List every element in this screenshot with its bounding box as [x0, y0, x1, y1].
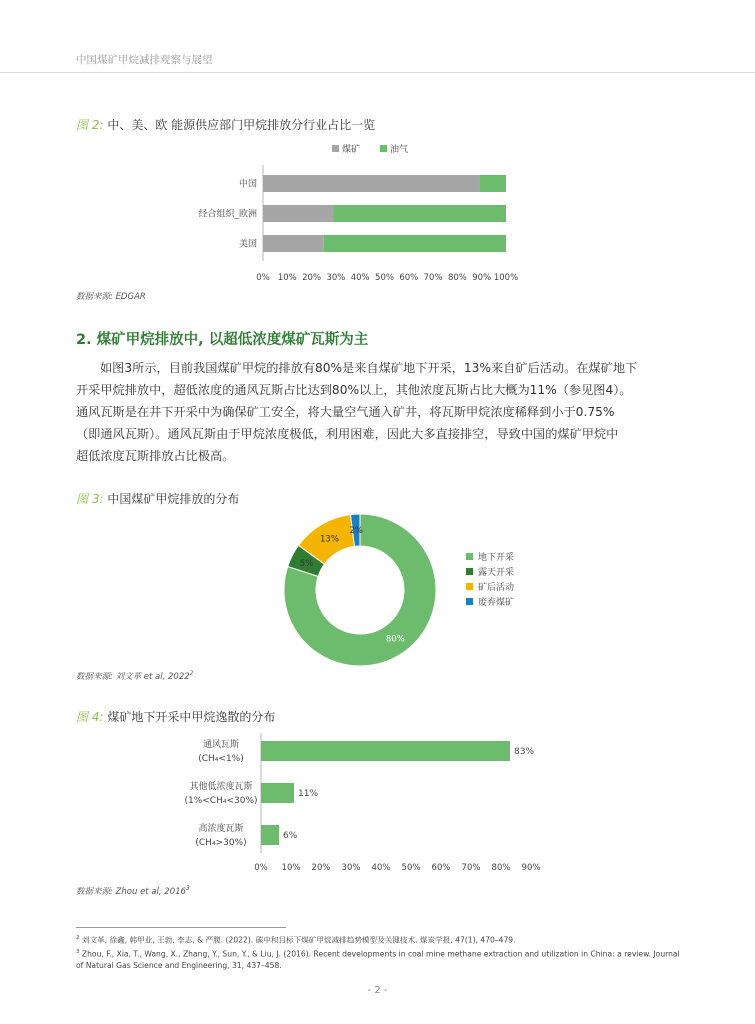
category-label: 高浓度瓦斯	[198, 824, 244, 834]
footnote-2	[76, 933, 686, 946]
category-sublabel: (CH₄<1%)	[198, 754, 244, 764]
bar-segment-coal	[263, 235, 324, 252]
category-sublabel: (CH₄>30%)	[195, 838, 247, 848]
footnote-sup: 3	[76, 949, 80, 955]
bar-segment-oil-gas	[479, 175, 506, 192]
bar-data-label: 83%	[514, 747, 535, 757]
x-tick-label: 40%	[371, 863, 391, 873]
x-tick-label: 60%	[399, 273, 419, 283]
footnote-divider	[76, 927, 286, 928]
x-tick-label: 40%	[350, 273, 370, 283]
figure3-chart	[270, 505, 540, 675]
category-label: 中国	[238, 179, 257, 190]
paragraph-line: （即通风瓦斯）。通风瓦斯由于甲烷浓度极低，利用困难，因此大多直接排空，导致中国的煤矿甲烷中	[76, 427, 619, 441]
x-tick-label: 50%	[375, 273, 394, 283]
figure2-label: 图 2:	[76, 118, 104, 132]
x-tick-label: 90%	[472, 273, 492, 283]
x-tick-label: 70%	[423, 273, 443, 283]
section-title: 2. 煤矿甲烷排放中, 以超低浓度煤矿瓦斯为主	[76, 332, 369, 348]
footnote-sup: 2	[76, 935, 80, 941]
legend-label: 地下开采	[478, 553, 515, 563]
x-tick-label: 100%	[493, 273, 519, 283]
figure4-source-sup: 3	[185, 885, 190, 893]
category-label: 经合组织_欧洲	[198, 209, 257, 220]
bar-segment-coal	[263, 205, 333, 222]
figure3-caption	[76, 490, 239, 507]
figure3-source	[76, 670, 193, 682]
legend-label: 矿后活动	[478, 583, 515, 593]
x-tick-label: 30%	[326, 273, 346, 283]
figure2-title: 中、美、欧 能源供应部门甲烷排放分行业占比一览	[107, 118, 376, 132]
legend-swatch	[466, 553, 473, 560]
bar-data-label: 6%	[283, 831, 298, 841]
legend-label: 煤矿	[342, 145, 361, 155]
x-tick-label: 20%	[311, 863, 331, 873]
legend-swatch	[466, 583, 473, 590]
x-tick-label: 50%	[401, 863, 421, 873]
bar-data-label: 11%	[298, 789, 319, 799]
bar	[261, 783, 294, 803]
paragraph-line: 开采甲烷排放中，超低浓度的通风瓦斯占比达到80%以上，其他浓度瓦斯占比大概为11%（参见图4）。	[76, 383, 632, 397]
x-tick-label: 10%	[281, 863, 301, 873]
x-tick-label: 0%	[254, 863, 268, 873]
category-sublabel: (1%<CH₄<30%)	[184, 796, 258, 806]
donut-data-label: 2%	[349, 526, 363, 537]
figure2-caption	[76, 116, 375, 133]
legend-label: 油气	[390, 145, 409, 155]
bar-segment-oil-gas	[324, 235, 506, 252]
bar-segment-coal	[263, 175, 479, 192]
figure4-title: 煤矿地下开采中甲烷逸散的分布	[107, 710, 276, 724]
x-tick-label: 30%	[341, 863, 361, 873]
category-label: 通风瓦斯	[202, 740, 240, 750]
x-tick-label: 20%	[302, 273, 322, 283]
donut-data-label: 13%	[320, 534, 339, 545]
bar	[261, 825, 279, 845]
legend-swatch	[466, 568, 473, 575]
figure3-source-sup: 2	[189, 670, 194, 678]
figure4-source-text: 数据来源: Zhou et al, 2016	[76, 887, 186, 897]
legend-swatch-coal	[332, 145, 339, 152]
x-tick-label: 10%	[277, 273, 297, 283]
x-tick-label: 0%	[256, 273, 270, 283]
figure3-label: 图 3:	[76, 492, 104, 506]
x-tick-label: 60%	[431, 863, 451, 873]
paragraph-line: 通风瓦斯是在井下开采中为确保矿工安全，将大量空气通入矿井，将瓦斯甲烷浓度稀释到小于0.75%	[76, 405, 615, 419]
page-number: - 2 -	[367, 985, 388, 996]
donut-data-label: 5%	[299, 558, 314, 569]
footnote-text: 刘文革, 徐鑫, 韩甲业, 王勃, 李志, & 严腹. (2022). 碳中和目标下煤矿甲烷减排趋势模型及关键技术. 煤炭学报, 47(1), 470–479.	[81, 935, 516, 945]
running-header: 中国煤矿甲烷减排观察与展望	[76, 54, 213, 66]
figure2-chart	[170, 138, 540, 288]
figure3-title: 中国煤矿甲烷排放的分布	[107, 492, 240, 506]
bar-segment-oil-gas	[333, 205, 506, 222]
paragraph-line: 超低浓度瓦斯排放占比极高。	[76, 449, 235, 463]
figure3-source-text: 数据来源: 刘文革 et al, 2022	[76, 672, 190, 682]
x-tick-label: 80%	[491, 863, 511, 873]
x-tick-label: 90%	[521, 863, 541, 873]
figure4-caption	[76, 708, 275, 725]
legend-swatch	[466, 598, 473, 605]
category-label: 其他低浓度瓦斯	[189, 782, 253, 792]
figure4-source	[76, 885, 190, 897]
footnote-3	[76, 947, 686, 971]
footnote-text: Zhou, F., Xia, T., Wang, X., Zhang, Y., Sun, Y., & Liu, J. (2016). Recent developments in coal mine methane extraction and utilization in China: a review. Journal of Natural Gas Science and Engineering, 31, 437–458.	[76, 949, 680, 970]
legend-swatch-oil-gas	[380, 145, 387, 152]
donut-data-label: 80%	[385, 634, 405, 645]
legend-label: 露天开采	[478, 568, 515, 578]
paragraph-line: 如图3所示，目前我国煤矿甲烷的排放有80%是来自煤矿地下开采，13%来自矿后活动。在煤矿地下	[100, 361, 638, 375]
x-tick-label: 80%	[447, 273, 467, 283]
section-paragraph	[76, 357, 682, 467]
figure2-source: 数据来源: EDGAR	[76, 292, 146, 302]
figure4-label: 图 4:	[76, 710, 104, 724]
bar	[261, 741, 510, 761]
x-tick-label: 70%	[461, 863, 481, 873]
legend-label: 废弃煤矿	[478, 598, 515, 608]
figure4-chart	[150, 728, 550, 878]
header-divider	[0, 72, 755, 73]
category-label: 美国	[238, 239, 257, 250]
